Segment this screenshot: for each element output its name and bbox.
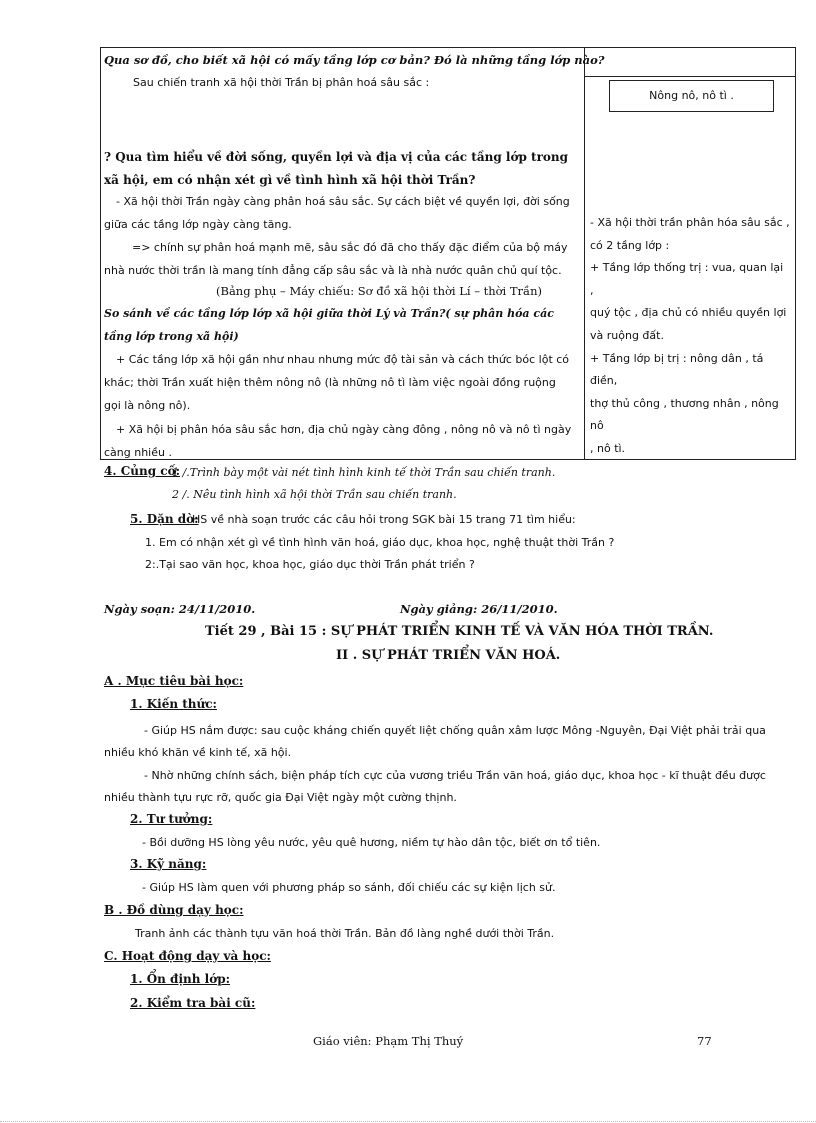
homework-text: HS về nhà soạn trước các câu hỏi trong SGK bài 15 trang 71 tìm hiểu:: [192, 513, 576, 526]
summary-line: có 2 tầng lớp :: [590, 238, 670, 252]
activity-item-2: 2. Kiểm tra bài cũ:: [130, 996, 256, 1010]
projector-note: (Bảng phụ – Máy chiếu: Sơ đồ xã hội thời Lí – thời Trần): [216, 284, 542, 298]
question-compare: So sánh về các tầng lớp lớp xã hội giữa thời Lý và Trần?( sự phân hóa các tầng lớp trong xã hội): [104, 307, 554, 343]
knowledge-point-2: - Nhờ những chính sách, biện pháp tích cực của vương triều Trần văn hoá, giáo dục, khoa học - kĩ thuật đều được nhiều thành tựu rực rỡ, quốc gia Đại Việt ngày một cường thịnh.: [104, 769, 766, 804]
summary-line: quý tộc , địa chủ có nhiều quyền lợi: [590, 306, 787, 320]
paragraph-differentiation: - Xã hội thời Trần ngày càng phân hoá sâu sắc. Sự cách biệt về quyền lợi, đời sống giữa các tầng lớp ngày càng tăng.: [104, 195, 570, 231]
summary-line: thợ thủ công , thương nhân , nông nô: [590, 396, 779, 433]
answer-intro: Sau chiến tranh xã hội thời Trần bị phân hoá sâu sắc :: [133, 76, 430, 89]
homework-question-1: 1. Em có nhận xét gì về tình hình văn hoá, giáo dục, khoa học, nghệ thuật thời Trần ?: [145, 536, 615, 549]
skill-point: - Giúp HS làm quen với phương pháp so sánh, đối chiếu các sự kiện lịch sử.: [142, 881, 556, 894]
summary-line: + Tầng lớp thống trị : vua, quan lại ,: [590, 261, 784, 297]
consolidation-item-1: 1 /.Trình bày một vài nét tình hình kinh tế thời Trần sau chiến tranh.: [172, 466, 556, 479]
activities-heading: C. Hoạt động dạy và học:: [104, 949, 271, 963]
knowledge-point-1: - Giúp HS nắm được: sau cuộc kháng chiến quyết liệt chống quân xâm lược Mông -Nguyên, Đại Việt phải trải qua nhiều khó khăn về kinh tế, xã hội.: [104, 724, 766, 759]
consolidation-item-2: 2 /. Nêu tình hình xã hội thời Trần sau chiến tranh.: [172, 488, 457, 501]
serf-slave-box: Nông nô, nô tì .: [609, 80, 774, 112]
attitude-point: - Bồi dưỡng HS lòng yêu nước, yêu quê hương, niềm tự hào dân tộc, biết ơn tổ tiên.: [142, 836, 601, 849]
consolidation-label: 4. Củng cố:: [104, 464, 181, 478]
materials-heading: B . Đồ dùng dạy học:: [104, 903, 244, 917]
prep-date: Ngày soạn: 24/11/2010.: [104, 602, 256, 616]
attitude-label: 2. Tư tưởng:: [130, 812, 213, 826]
teach-date: Ngày giảng: 26/11/2010.: [400, 602, 558, 616]
summary-line: và ruộng đất.: [590, 328, 664, 342]
objectives-heading: A . Mục tiêu bài học:: [104, 674, 244, 688]
summary-line: - Xã hội thời trần phân hóa sâu sắc ,: [590, 216, 790, 229]
paragraph-compare-2: + Xã hội bị phân hóa sâu sắc hơn, địa chủ ngày càng đông , nông nô và nô tì ngày càng nhiều .: [104, 423, 572, 459]
table-row-divider: [584, 76, 796, 77]
summary-line: , nô tì.: [590, 441, 626, 455]
materials-text: Tranh ảnh các thành tựu văn hoá thời Trần. Bản đồ làng nghề dưới thời Trần.: [135, 927, 555, 940]
table-column-divider: [584, 47, 585, 460]
paragraph-compare-1: + Các tầng lớp xã hội gần như nhau nhưng mức độ tài sản và cách thức bóc lột có khác; thời Trần xuất hiện thêm nông nô (là những nô tì làm việc ngoài đồng ruộng gọi là nông nô).: [104, 353, 570, 412]
knowledge-label: 1. Kiến thức:: [130, 697, 217, 711]
lesson-subtitle: II . SỰ PHÁT TRIỂN VĂN HOÁ.: [336, 648, 561, 663]
page-number: 77: [697, 1034, 712, 1048]
lesson-title: Tiết 29 , Bài 15 : SỰ PHÁT TRIỂN KINH TẾ VÀ VĂN HÓA THỜI TRẦN.: [205, 624, 714, 639]
paragraph-conclusion: => chính sự phân hoá mạnh mẽ, sâu sắc đó đã cho thấy đặc điểm của bộ máy nhà nước thời trần là mang tính đẳng cấp sâu sắc và là nhà nước quân chủ quí tộc.: [104, 241, 568, 277]
question-social-classes: Qua sơ đồ, cho biết xã hội có mấy tầng lớp cơ bản? Đó là những tầng lớp nào?: [104, 53, 605, 67]
question-social-situation: ? Qua tìm hiểu về đời sống, quyền lợi và địa vị của các tầng lớp trong xã hội, em có nhận xét gì về tình hình xã hội thời Trần?: [104, 150, 569, 187]
page-bottom-divider: [0, 1121, 816, 1122]
homework-label: 5. Dặn dò:: [130, 512, 199, 526]
footer-teacher: Giáo viên: Phạm Thị Thuý: [313, 1034, 464, 1048]
activity-item-1: 1. Ổn định lớp:: [130, 972, 231, 986]
skill-label: 3. Kỹ năng:: [130, 857, 207, 871]
right-column-summary: [590, 212, 790, 461]
summary-line: + Tầng lớp bị trị : nông dân , tá điền,: [590, 351, 764, 388]
homework-question-2: 2:.Tại sao văn học, khoa học, giáo dục thời Trần phát triển ?: [145, 558, 475, 571]
